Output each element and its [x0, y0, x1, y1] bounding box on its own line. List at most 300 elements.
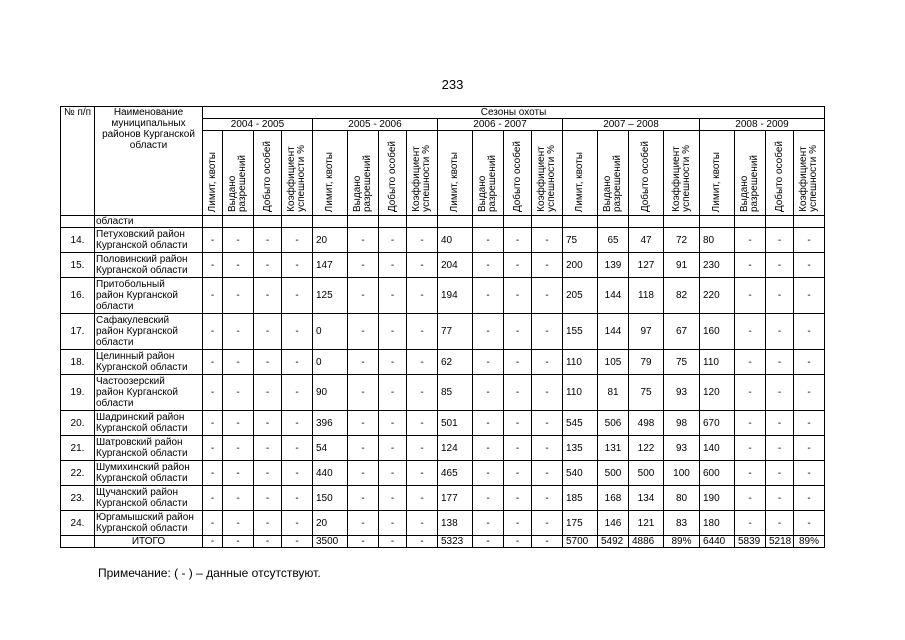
value-cell: -: [504, 486, 532, 511]
district-name-line: Шадринский район: [96, 412, 185, 423]
value-cell: -: [203, 350, 223, 375]
value-cell: 80: [664, 486, 700, 511]
value-cell: -: [504, 461, 532, 486]
value-cell: -: [223, 228, 254, 253]
district-name: [95, 461, 203, 486]
value-cell: [735, 216, 766, 228]
value-cell: 82: [664, 278, 700, 314]
value-cell: 120: [700, 375, 735, 411]
subheader-label: разрешений: [612, 155, 623, 212]
total-cell: 5323: [438, 536, 473, 548]
total-cell: -: [282, 536, 313, 548]
value-cell: -: [254, 350, 282, 375]
value-cell: -: [379, 278, 407, 314]
value-cell: 79: [629, 350, 664, 375]
value-cell: -: [473, 350, 504, 375]
value-cell: -: [203, 411, 223, 436]
value-cell: -: [794, 228, 825, 253]
district-name-line: Целинный район: [96, 351, 175, 362]
subheader-label: Выдано: [227, 175, 238, 212]
value-cell: 110: [563, 375, 598, 411]
value-cell: -: [282, 253, 313, 278]
value-cell: [629, 216, 664, 228]
value-cell: 144: [598, 314, 629, 350]
value-cell: -: [223, 350, 254, 375]
value-cell: 545: [563, 411, 598, 436]
value-cell: -: [254, 314, 282, 350]
value-cell: -: [532, 314, 563, 350]
district-name-line: Курганской области: [96, 498, 188, 509]
value-cell: -: [532, 278, 563, 314]
subheader-cell: [794, 131, 825, 216]
value-cell: 105: [598, 350, 629, 375]
subheader-label: успешности %: [296, 145, 307, 212]
subheader-label: Добыто особей: [773, 140, 785, 212]
value-cell: [203, 216, 223, 228]
subheader-label: Коэффициент: [536, 146, 547, 212]
district-name-line: Шумихинский район: [96, 462, 190, 473]
value-cell: -: [203, 511, 223, 536]
district-name-line: Курганской области: [96, 240, 188, 251]
table-row: [61, 350, 825, 375]
subheader-label: успешности %: [421, 145, 432, 212]
value-cell: 540: [563, 461, 598, 486]
value-cell: 124: [438, 436, 473, 461]
value-cell: -: [504, 375, 532, 411]
value-cell: -: [282, 411, 313, 436]
value-cell: 20: [313, 228, 348, 253]
value-cell: 500: [598, 461, 629, 486]
value-cell: -: [223, 278, 254, 314]
value-cell: -: [794, 375, 825, 411]
value-cell: -: [254, 375, 282, 411]
value-cell: -: [473, 511, 504, 536]
value-cell: -: [766, 278, 794, 314]
value-cell: 122: [629, 436, 664, 461]
value-cell: -: [766, 461, 794, 486]
value-cell: 98: [664, 411, 700, 436]
value-cell: 146: [598, 511, 629, 536]
value-cell: -: [766, 350, 794, 375]
value-cell: -: [735, 375, 766, 411]
value-cell: -: [532, 461, 563, 486]
value-cell: -: [407, 511, 438, 536]
value-cell: -: [794, 278, 825, 314]
value-cell: [223, 216, 254, 228]
value-cell: -: [223, 486, 254, 511]
value-cell: -: [504, 314, 532, 350]
row-number: 20.: [61, 411, 95, 436]
total-cell: 5492: [598, 536, 629, 548]
value-cell: -: [504, 350, 532, 375]
value-cell: [313, 216, 348, 228]
district-name-line: район Курганской: [96, 326, 178, 337]
season-header: 2007 – 2008: [563, 119, 700, 131]
value-cell: -: [766, 314, 794, 350]
total-cell: -: [203, 536, 223, 548]
value-cell: -: [407, 411, 438, 436]
district-name: [95, 375, 203, 411]
value-cell: -: [532, 436, 563, 461]
value-cell: -: [794, 253, 825, 278]
table-row: [61, 314, 825, 350]
value-cell: -: [407, 461, 438, 486]
total-cell: 5218: [766, 536, 794, 548]
value-cell: -: [504, 278, 532, 314]
value-cell: -: [766, 253, 794, 278]
value-cell: 75: [563, 228, 598, 253]
value-cell: -: [407, 278, 438, 314]
total-label: ИТОГО: [95, 536, 203, 548]
subheader-label: Коэффициент: [670, 146, 682, 212]
row-number: 24.: [61, 511, 95, 536]
subheader-cell: [348, 131, 379, 216]
district-name-line: район Курганской: [96, 387, 178, 398]
district-name: [95, 411, 203, 436]
subheader-label: Добыто особей: [640, 140, 651, 212]
value-cell: -: [223, 436, 254, 461]
district-name: [95, 228, 203, 253]
season-header: 2004 - 2005: [203, 119, 313, 131]
value-cell: 91: [664, 253, 700, 278]
value-cell: -: [203, 228, 223, 253]
value-cell: -: [407, 350, 438, 375]
subheader-label: успешности %: [680, 145, 692, 212]
district-name-line: области: [96, 337, 134, 348]
value-cell: 135: [563, 436, 598, 461]
total-cell: -: [223, 536, 254, 548]
value-cell: 131: [598, 436, 629, 461]
col-number-header: № п/п: [61, 107, 95, 216]
page-number: 233: [441, 77, 464, 92]
value-cell: -: [473, 253, 504, 278]
value-cell: 20: [313, 511, 348, 536]
value-cell: [282, 216, 313, 228]
value-cell: -: [766, 511, 794, 536]
subheader-cell: [473, 131, 504, 216]
row-number: 16.: [61, 278, 95, 314]
total-cell: -: [407, 536, 438, 548]
value-cell: 110: [700, 350, 735, 375]
value-cell: 500: [629, 461, 664, 486]
district-name-line: Щучанский район: [96, 487, 179, 498]
subheader-label: Выдано: [602, 175, 613, 212]
value-cell: 498: [629, 411, 664, 436]
value-cell: 134: [629, 486, 664, 511]
value-cell: -: [735, 278, 766, 314]
district-name-line: Курганской области: [96, 362, 188, 373]
row-number: 15.: [61, 253, 95, 278]
district-name-line: Петуховский район: [96, 229, 185, 240]
value-cell: -: [407, 228, 438, 253]
value-cell: -: [407, 436, 438, 461]
district-name-line: Шатровский район: [96, 437, 183, 448]
subheader-cell: [532, 131, 563, 216]
value-cell: -: [379, 511, 407, 536]
total-cell: -: [504, 536, 532, 548]
value-cell: -: [473, 278, 504, 314]
value-cell: 97: [629, 314, 664, 350]
value-cell: -: [203, 461, 223, 486]
subheader-label: разрешений: [362, 155, 373, 212]
subheader-label: успешности %: [808, 145, 819, 212]
value-cell: -: [282, 461, 313, 486]
district-name-line: Курганской области: [96, 423, 188, 434]
value-cell: 177: [438, 486, 473, 511]
subheader-label: Добыто особей: [511, 140, 523, 212]
value-cell: -: [282, 511, 313, 536]
value-cell: -: [766, 436, 794, 461]
value-cell: -: [348, 228, 379, 253]
value-cell: -: [794, 436, 825, 461]
subheader-label: разрешений: [487, 155, 498, 212]
subheader-label: Лимит, квоты: [711, 151, 722, 212]
total-cell: -: [473, 536, 504, 548]
value-cell: -: [532, 350, 563, 375]
district-name-line: Курганской области: [96, 473, 188, 484]
value-cell: 65: [598, 228, 629, 253]
value-cell: 175: [563, 511, 598, 536]
value-cell: -: [735, 486, 766, 511]
value-cell: -: [532, 511, 563, 536]
value-cell: -: [348, 314, 379, 350]
subheader-label: Выдано: [477, 175, 488, 212]
value-cell: -: [735, 411, 766, 436]
season-header: 2008 - 2009: [700, 119, 825, 131]
value-cell: 140: [700, 436, 735, 461]
value-cell: -: [379, 411, 407, 436]
value-cell: -: [203, 486, 223, 511]
value-cell: 440: [313, 461, 348, 486]
value-cell: -: [348, 436, 379, 461]
subheader-cell: [223, 131, 254, 216]
district-name-line: Юргамышский район: [96, 512, 194, 523]
value-cell: [504, 216, 532, 228]
hunting-statistics-table: [60, 106, 825, 548]
value-cell: 77: [438, 314, 473, 350]
subheader-cell: [407, 131, 438, 216]
subheader-cell: [254, 131, 282, 216]
value-cell: -: [254, 511, 282, 536]
value-cell: 506: [598, 411, 629, 436]
value-cell: -: [735, 253, 766, 278]
value-cell: -: [532, 486, 563, 511]
value-cell: -: [348, 411, 379, 436]
district-name: области: [95, 216, 203, 228]
row-number: 21.: [61, 436, 95, 461]
value-cell: -: [348, 511, 379, 536]
value-cell: 139: [598, 253, 629, 278]
subheader-label: Лимит, квоты: [206, 151, 218, 212]
value-cell: -: [223, 461, 254, 486]
subheader-label: Коэффициент: [286, 146, 297, 212]
value-cell: -: [203, 253, 223, 278]
value-cell: -: [504, 228, 532, 253]
value-cell: -: [282, 314, 313, 350]
value-cell: -: [504, 253, 532, 278]
value-cell: -: [532, 375, 563, 411]
value-cell: -: [379, 375, 407, 411]
row-number: 19.: [61, 375, 95, 411]
value-cell: 67: [664, 314, 700, 350]
value-cell: -: [532, 228, 563, 253]
value-cell: -: [504, 436, 532, 461]
value-cell: -: [735, 436, 766, 461]
total-cell: 6440: [700, 536, 735, 548]
value-cell: -: [407, 253, 438, 278]
value-cell: 220: [700, 278, 735, 314]
district-name-line: области: [96, 398, 134, 409]
value-cell: -: [504, 511, 532, 536]
value-cell: [348, 216, 379, 228]
value-cell: 160: [700, 314, 735, 350]
total-cell: 89%: [664, 536, 700, 548]
value-cell: 81: [598, 375, 629, 411]
value-cell: -: [379, 253, 407, 278]
footnote: Примечание: ( - ) – данные отсутствуют.: [98, 566, 321, 580]
value-cell: -: [473, 228, 504, 253]
value-cell: 465: [438, 461, 473, 486]
district-name: [95, 253, 203, 278]
table-row: [61, 216, 825, 228]
subheader-label: Коэффициент: [798, 146, 809, 212]
row-number: 18.: [61, 350, 95, 375]
value-cell: 396: [313, 411, 348, 436]
value-cell: -: [473, 486, 504, 511]
value-cell: -: [348, 278, 379, 314]
value-cell: -: [348, 375, 379, 411]
season-header: 2005 - 2006: [313, 119, 438, 131]
value-cell: [664, 216, 700, 228]
total-cell: -: [532, 536, 563, 548]
value-cell: -: [203, 436, 223, 461]
value-cell: [532, 216, 563, 228]
table-row: [61, 511, 825, 536]
value-cell: -: [203, 278, 223, 314]
value-cell: 168: [598, 486, 629, 511]
subheader-cell: [379, 131, 407, 216]
value-cell: -: [282, 350, 313, 375]
value-cell: -: [407, 314, 438, 350]
district-name-line: район Курганской: [96, 290, 178, 301]
value-cell: -: [766, 375, 794, 411]
subheader-cell: [203, 131, 223, 216]
total-cell: 89%: [794, 536, 825, 548]
value-cell: -: [254, 228, 282, 253]
value-cell: 40: [438, 228, 473, 253]
subheader-cell: [438, 131, 473, 216]
value-cell: -: [254, 411, 282, 436]
value-cell: [700, 216, 735, 228]
value-cell: 93: [664, 436, 700, 461]
value-cell: -: [254, 253, 282, 278]
subheader-label: Выдано: [352, 175, 363, 212]
value-cell: [473, 216, 504, 228]
value-cell: 47: [629, 228, 664, 253]
value-cell: [563, 216, 598, 228]
subheader-label: успешности %: [546, 145, 557, 212]
value-cell: 121: [629, 511, 664, 536]
season-header: 2006 - 2007: [438, 119, 563, 131]
subheader-label: Лимит, квоты: [574, 151, 585, 212]
row-number: [61, 216, 95, 228]
table-row: [61, 411, 825, 436]
value-cell: 118: [629, 278, 664, 314]
subheader-label: разрешений: [749, 155, 760, 212]
total-row: [61, 536, 825, 548]
value-cell: -: [348, 486, 379, 511]
value-cell: -: [473, 411, 504, 436]
value-cell: -: [203, 375, 223, 411]
value-cell: 54: [313, 436, 348, 461]
value-cell: [794, 216, 825, 228]
value-cell: 185: [563, 486, 598, 511]
value-cell: -: [223, 375, 254, 411]
value-cell: -: [794, 511, 825, 536]
value-cell: 93: [664, 375, 700, 411]
value-cell: -: [348, 350, 379, 375]
value-cell: -: [794, 350, 825, 375]
value-cell: -: [794, 314, 825, 350]
value-cell: -: [766, 228, 794, 253]
table-row: [61, 228, 825, 253]
value-cell: -: [473, 436, 504, 461]
value-cell: -: [766, 486, 794, 511]
table-row: [61, 253, 825, 278]
value-cell: 110: [563, 350, 598, 375]
district-name-line: Сафакулевский: [96, 315, 170, 326]
value-cell: 80: [700, 228, 735, 253]
value-cell: -: [379, 436, 407, 461]
district-name: [95, 314, 203, 350]
value-cell: 127: [629, 253, 664, 278]
value-cell: -: [254, 278, 282, 314]
value-cell: -: [282, 278, 313, 314]
subheader-cell: [735, 131, 766, 216]
value-cell: 501: [438, 411, 473, 436]
value-cell: -: [223, 511, 254, 536]
table-row: [61, 486, 825, 511]
district-name: [95, 511, 203, 536]
value-cell: -: [282, 486, 313, 511]
total-cell: 4886: [629, 536, 664, 548]
subheader-label: Лимит, квоты: [449, 151, 460, 212]
value-cell: -: [223, 253, 254, 278]
value-cell: 200: [563, 253, 598, 278]
value-cell: -: [532, 411, 563, 436]
total-cell: 3500: [313, 536, 348, 548]
value-cell: -: [379, 486, 407, 511]
value-cell: -: [407, 375, 438, 411]
value-cell: 670: [700, 411, 735, 436]
total-cell: -: [348, 536, 379, 548]
value-cell: 138: [438, 511, 473, 536]
value-cell: -: [282, 375, 313, 411]
subheader-label: Добыто особей: [261, 140, 273, 212]
value-cell: -: [407, 486, 438, 511]
row-number: 17.: [61, 314, 95, 350]
value-cell: -: [473, 375, 504, 411]
value-cell: 205: [563, 278, 598, 314]
value-cell: -: [254, 436, 282, 461]
subheader-cell: [664, 131, 700, 216]
subheader-label: Коэффициент: [411, 146, 422, 212]
subheader-cell: [313, 131, 348, 216]
total-cell: 5700: [563, 536, 598, 548]
value-cell: 90: [313, 375, 348, 411]
value-cell: -: [735, 511, 766, 536]
value-cell: -: [735, 350, 766, 375]
